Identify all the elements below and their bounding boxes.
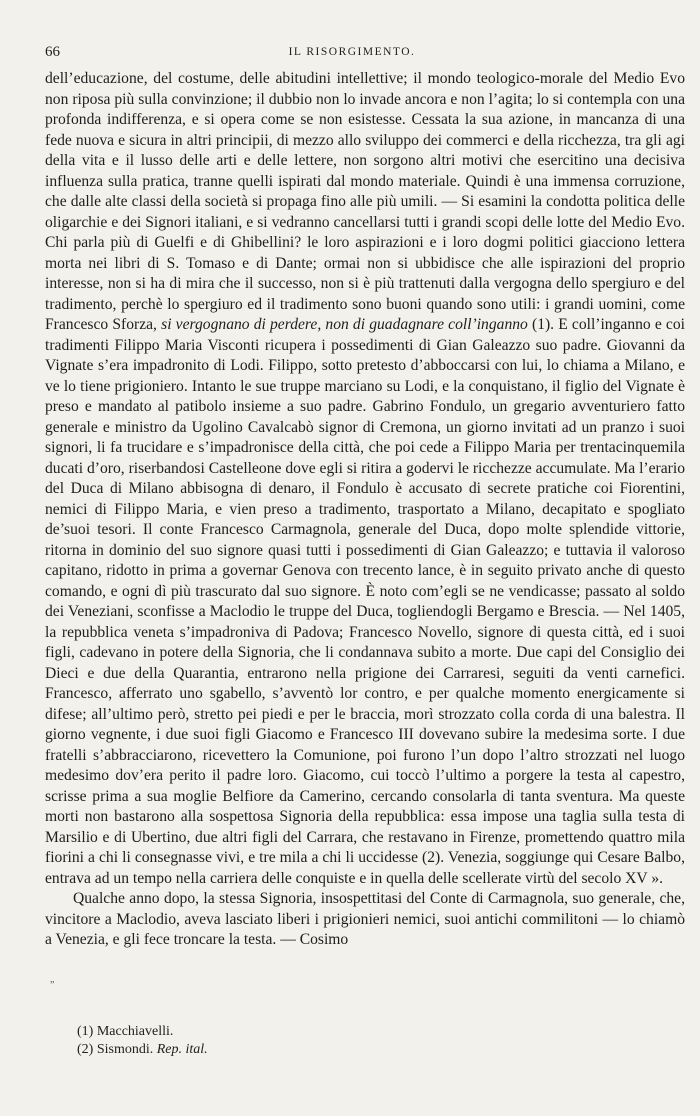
page-number: 66 — [45, 44, 60, 60]
footnote-2 — [77, 1041, 657, 1059]
body-text — [45, 69, 685, 951]
italic-quote: si vergognano di perdere, non di guadagnare coll’inganno — [161, 316, 528, 333]
running-title: IL RISORGIMENTO. — [288, 46, 416, 58]
stray-mark: ” — [50, 980, 55, 991]
paragraph-1 — [45, 69, 685, 889]
footnote-2-title: Rep. ital. — [156, 1042, 208, 1057]
page-header — [45, 44, 659, 64]
footnotes — [77, 1023, 657, 1059]
paragraph-1-text-b: (1). E coll’inganno e coi tradimenti Filippo Maria Visconti ricupera i possedimenti di Gian Galeazzo suo padre. Giovanni da Vignate s’era impadronito di Lodi. Filippo, sotto pretesto d’abboccarsi con lui, lo chiama a Milano, e ve lo tiene prigioniero. Intanto le sue truppe marciano su Lodi, e la conquistano, il figlio del Vignate è preso e mandato al patibolo insieme a suo padre. Gabrino Fondulo, un gregario avventuriero fatto generale e ministro da Ugolino Cavalcabò signor di Cremona, un giorno invitati ad un pranzo i suoi signori, li fa trucidare e s’impadronisce della città, che poi cede a Filippo Maria per trentacinquemila ducati d’oro, riserbandosi Castelleone dove egli si ritira a godervi le ricchezze accumulate. Ma l’erario del Duca di Milano abbisogna di denaro, il Fondulo è accusato di secrete pratiche coi Fiorentini, nemici di Filippo Maria, e vien preso a tradimento, trasportato a Milano, decapitato e spogliato de’suoi tesori. Il conte Francesco Carmagnola, generale del Duca, dopo molte splendide vittorie, ritorna in dominio del suo signore quasi tutti i possedimenti di Gian Galeazzo; e tuttavia il valoroso capitano, ridotto in prima a governar Genova con trecento lance, è in seguito privato anche di questo comando, e ogni dì più trascurato dal suo signore. È noto com’egli se ne vendicasse; passato al soldo dei Veneziani, sconfisse a Maclodio le truppe del Duca, togliendogli Bergamo e Brescia. — Nel 1405, la repubblica veneta s’impadroniva di Padova; Francesco Novello, signore di questa città, ed i suoi figli, cadevano in potere della Signoria, che li condannava subito a morte. Due capi del Consiglio dei Dieci e due della Quarantia, entrarono nella prigione dei Carraresi, seguiti da venti carnefici. Francesco, afferrato uno sgabello, s’avventò lor contro, e per qualche momento energicamente si difese; all’ultimo però, stretto pei piedi e per le braccia, morì strozzato colla corda di una balestra. Il giorno vegnente, i due suoi figli Giacomo e Francesco III dovevano subire la medesima sorte. I due fratelli s’abbracciarono, ricevettero la Comunione, poi furono l’un dopo l’altro strozzati nel luogo medesimo dov’era perito il padre loro. Giacomo, cui toccò l’ultimo a porgere la testa al capestro, scrisse prima a sua moglie Belfiore da Camerino, cercando consolarla di tanta sventura. Ma queste morti non bastarono alla sospettosa Signoria della repubblica: essa impose una taglia sulla testa di Marsilio e di Ubertino, due altri figli del Carrara, che restavano in Firenze, promettendo quattro mila fiorini a chi li consegnasse vivi, e tre mila a chi li uccidesse (2). Venezia, soggiunge qui Cesare Balbo, entrava ad un tempo nella carriera delle conquiste e in quella delle scellerate virtù del secolo XV ». — [45, 316, 685, 887]
footnote-2-author: (2) Sismondi. — [77, 1042, 154, 1057]
paragraph-1-text-a: dell’educazione, del costume, delle abitudini intellettive; il mondo teologico-morale del Medio Evo non riposa più sulla convinzione; il dubbio non lo invade ancora e non l’agita; lo si contempla con una profonda indifferenza, e si opera come se non esistesse. Cessata la sua azione, in mancanza di una fede nuova e sicura in altri principii, di mezzo allo sviluppo dei commerci e della ricchezza, tra gli agi della vita e il lusso delle arti e delle lettere, non sorgono altri motivi che esercitino una decisiva influenza sulla pratica, tranne quelli ispirati dal mondo materiale. Quindi è una immensa corruzione, che dalle alte classi della società si propaga fino alle più umili. — Si esamini la condotta politica delle oligarchie e dei Signori italiani, e si vedranno cancellarsi tutti i grandi scopi delle lotte del Medio Evo. Chi parla più di Guelfi e di Ghibellini? le loro aspirazioni e i loro dogmi politici giacciono lettera morta nei libri di S. Tomaso e di Dante; ormai non si ubbidisce che alle ispirazioni del proprio interesse, non si ha di mira che il successo, non si è più trattenuti dalla vergogna dello spergiuro e del tradimento, perchè lo spergiuro ed il tradimento sono buoni quando sono utili: i grandi uomini, come Francesco Sforza, — [45, 70, 685, 333]
footnote-1: (1) Macchiavelli. — [77, 1024, 174, 1039]
paragraph-2: Qualche anno dopo, la stessa Signoria, insospettitasi del Conte di Carmagnola, suo generale, che, vincitore a Maclodio, aveva lasciato liberi i prigionieri nemici, suoi antichi commilitoni — lo chiamò a Venezia, e gli fece troncare la testa. — Cosimo — [45, 890, 685, 948]
